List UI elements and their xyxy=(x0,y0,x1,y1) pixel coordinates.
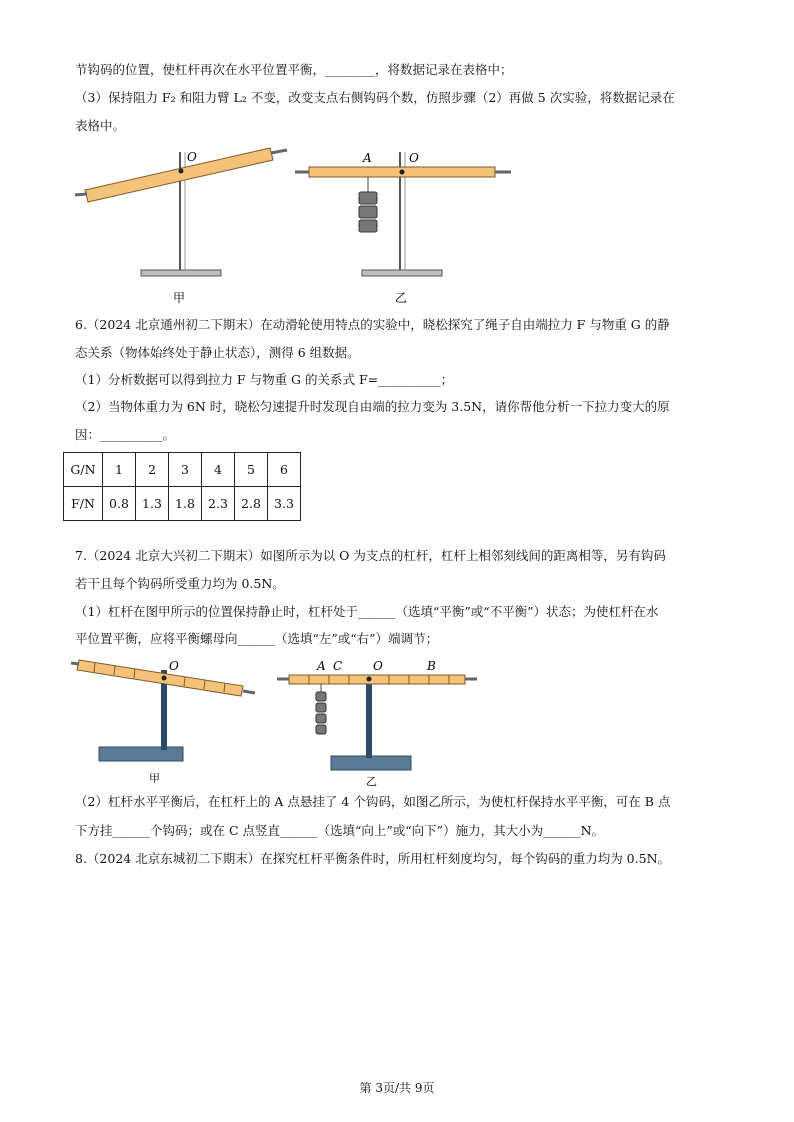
table-cell: 4 xyxy=(202,453,235,487)
question-8: 8.（2024 北京东城初二下期末）在探究杠杆平衡条件时，所用杠杆刻度均匀，每个钩码的重力均为 0.5N。 xyxy=(75,851,671,866)
label-o: O xyxy=(373,659,383,673)
figure-1-right xyxy=(295,151,511,305)
table-row xyxy=(64,487,301,521)
page-footer: 第 3页/共 9页 xyxy=(359,1081,435,1095)
text-line: 表格中。 xyxy=(75,118,126,133)
caption-jia: 甲 xyxy=(173,291,186,305)
table-cell: 1 xyxy=(103,453,136,487)
text-line: （1）杠杆在图甲所示的位置保持静止时，杠杆处于______（选填“平衡”或“不平衡”）状态；为使杠杆在水 xyxy=(75,604,659,619)
text-line: 下方挂______个钩码；或在 C 点竖直______（选填“向上”或“向下”）施力，其大小为______N。 xyxy=(75,823,605,838)
text-line: 若干且每个钩码所受重力均为 0.5N。 xyxy=(75,576,285,591)
table-cell: 3.3 xyxy=(268,487,301,521)
table-cell: 2.8 xyxy=(235,487,268,521)
lever-figure-2 xyxy=(65,650,485,790)
table-cell: 0.8 xyxy=(103,487,136,521)
question-6: 6.（2024 北京通州初二下期末）在动滑轮使用特点的实验中，晓松探究了绳子自由端拉力 F 与物重 G 的静 xyxy=(75,317,670,332)
figure-1-left xyxy=(75,148,287,305)
table-cell: F/N xyxy=(64,487,103,521)
table-cell: 2.3 xyxy=(202,487,235,521)
label-b: B xyxy=(427,659,436,673)
text-line: （3）保持阻力 F₂ 和阻力臂 L₂ 不变，改变支点右侧钩码个数，仿照步骤（2）再做 5 次实验，将数据记录在 xyxy=(75,90,675,105)
text-line: 平位置平衡，应将平衡螺母向______（选填“左”或“右”）端调节； xyxy=(75,631,439,646)
figure-2-left xyxy=(71,659,255,785)
data-table xyxy=(63,452,301,521)
table-cell: 2 xyxy=(136,453,169,487)
label-a: A xyxy=(317,659,326,673)
text-line: 节钩码的位置，使杠杆再次在水平位置平衡，________，将数据记录在表格中； xyxy=(75,62,513,77)
label-a: A xyxy=(363,151,372,165)
table-cell: 1.8 xyxy=(169,487,202,521)
label-o: O xyxy=(409,151,419,165)
caption-yi: 乙 xyxy=(395,291,408,305)
table-cell: 3 xyxy=(169,453,202,487)
lever-figure-1 xyxy=(65,140,525,310)
text-line: （1）分析数据可以得到拉力 F 与物重 G 的关系式 F=__________； xyxy=(75,372,454,387)
question-7: 7.（2024 北京大兴初二下期末）如图所示为以 O 为支点的杠杆，杠杆上相邻刻线间的距离相等，另有钩码 xyxy=(75,548,666,563)
text-line: 态关系（物体始终处于静止状态），测得 6 组数据。 xyxy=(75,345,360,360)
table-cell: 6 xyxy=(268,453,301,487)
table-row xyxy=(64,453,301,487)
caption-yi: 乙 xyxy=(366,775,377,788)
text-line: （2）当物体重力为 6N 时，晓松匀速提升时发现自由端的拉力变为 3.5N，请你帮他分析一下拉力变大的原 xyxy=(75,399,670,414)
table-cell: 1.3 xyxy=(136,487,169,521)
figure-2-right xyxy=(277,659,477,788)
text-line: （2）杠杆水平平衡后，在杠杆上的 A 点悬挂了 4 个钩码，如图乙所示，为使杠杆保持水平平衡，可在 B 点 xyxy=(75,794,671,809)
table-cell: 5 xyxy=(235,453,268,487)
label-o: O xyxy=(169,659,179,673)
text-line: 因：__________。 xyxy=(75,427,176,442)
caption-jia: 甲 xyxy=(149,772,160,785)
label-c: C xyxy=(333,659,343,673)
label-o: O xyxy=(187,150,197,164)
table-cell: G/N xyxy=(64,453,103,487)
